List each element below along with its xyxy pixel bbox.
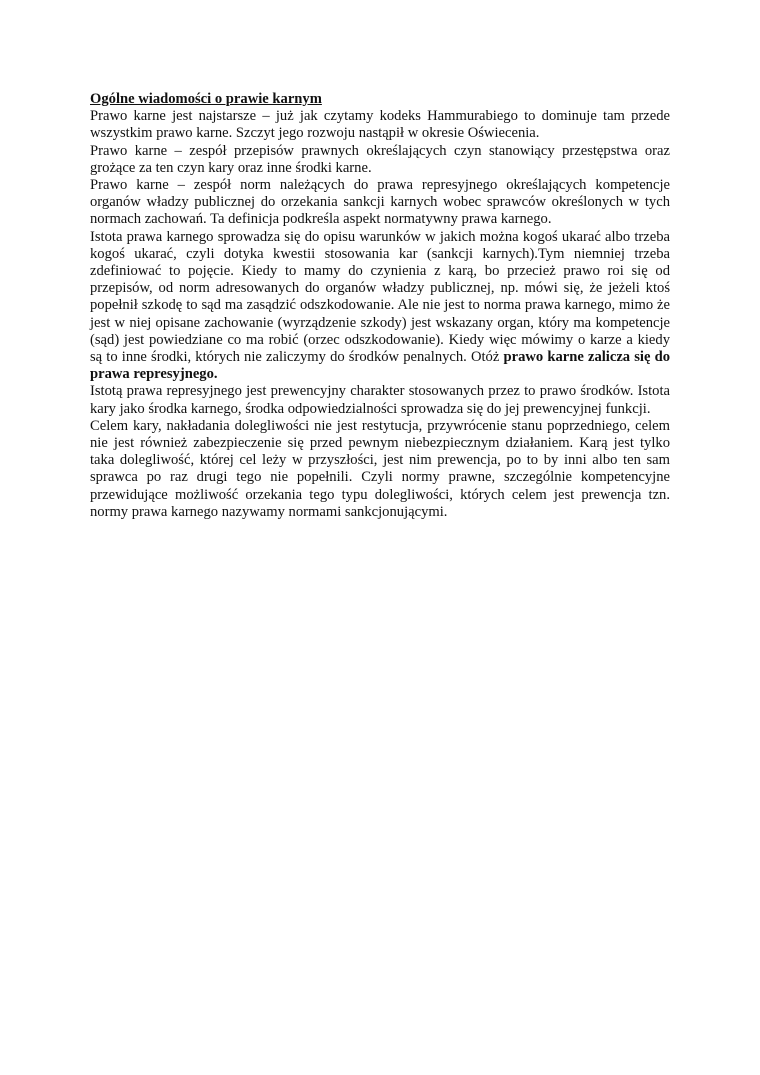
paragraph-definition-provisions: Prawo karne – zespół przepisów prawnych określających czyn stanowiący przestępstwa oraz grożące za ten czyn kary oraz inne środki karne. — [90, 142, 670, 176]
paragraph-prevention: Istotą prawa represyjnego jest prewencyjny charakter stosowanych przez to prawo środków. Istota kary jako środka karnego, środka odpowiedzialności sprowadza się do jej prewencyjnej funkcji. — [90, 383, 670, 417]
paragraph-essence-end: . — [213, 366, 218, 383]
paragraph-essence-text: Istota prawa karnego sprowadza się do opisu warunków w jakich można kogoś ukarać albo trzeba kogoś ukarać, czyli dotyka kwestii stosowania kar (sankcji karnych).Tym niemniej trzeba zdefiniować to pojęcie. Kiedy to mamy do czynienia z karą, bo przecież prawo roi się od przepisów, od norm adresowanych do organów władzy publicznej, np. mówi się, że jeżeli ktoś popełnił szkodę to sąd ma zasądzić odszkodowanie. Ale nie jest to norma prawa karnego, mimo że jest w niej opisane zachowanie (wyrządzenie szkody) jest wskazany organ, który ma kompetencje (sąd) jest powiedziane co ma robić (orzec odszkodowanie). Kiedy więc mówimy o karze a kiedy są to inne środki, których nie zaliczymy do środków penalnych. Otóż — [90, 228, 670, 366]
paragraph-definition-norms: Prawo karne – zespół norm należących do prawa represyjnego określających kompetencje organów władzy publicznej do orzekania sankcji karnych wobec sprawców określonych w tych normach zachowań. Ta definicja podkreśla aspekt normatywny prawa karnego. — [90, 177, 670, 228]
paragraph-essence — [90, 229, 670, 384]
paragraph-history: Prawo karne jest najstarsze – już jak czytamy kodeks Hammurabiego to dominuje tam przede wszystkim prawo karne. Szczyt jego rozwoju nastąpił w okresie Oświecenia. — [90, 108, 670, 142]
paragraph-purpose-of-punishment: Celem kary, nakładania dolegliwości nie jest restytucja, przywrócenie stanu poprzedniego, celem nie jest również zabezpieczenie się przed pewnym niebezpiecznym działaniem. Karą jest tylko taka dolegliwość, której cel leży w przyszłości, jest nim prewencja, po to by inni albo ten sam sprawca po raz drugi tego nie popełnili. Czyli normy prawne, szczególnie kompetencyjne przewidujące możliwość orzekania tego typu dolegliwości, których celem jest prewencja tzn. normy prawa karnego nazywamy normami sankcjonującymi. — [90, 417, 670, 520]
document-title: Ogólne wiadomości o prawie karnym — [90, 91, 322, 107]
document-body — [90, 91, 670, 521]
paragraph-essence-emphasis: prawo karne zalicza się do prawa represyjnego — [90, 349, 670, 383]
